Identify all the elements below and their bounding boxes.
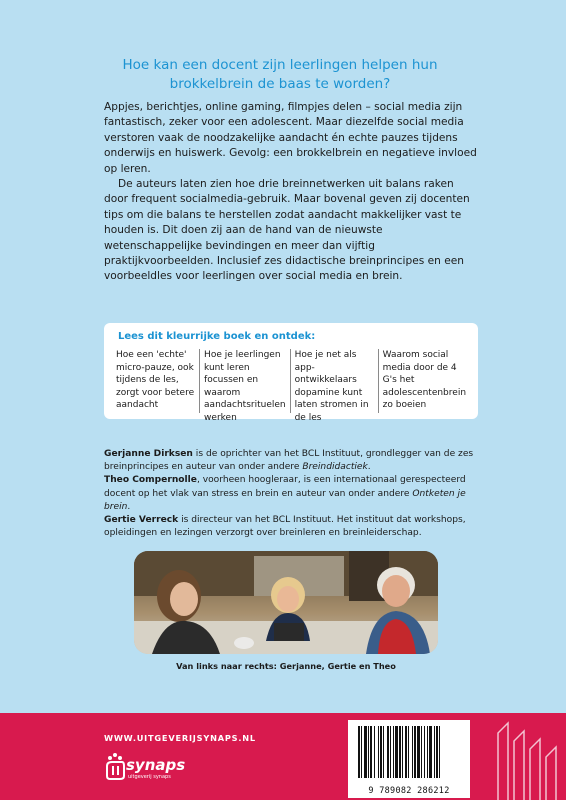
barcode-bars-icon bbox=[348, 720, 470, 784]
highlight-box-title: Lees dit kleurrijke boek en ontdek: bbox=[118, 331, 316, 342]
author-name-1: Gerjanne Dirksen bbox=[104, 449, 193, 459]
back-cover-headline: Hoe kan een docent zijn leerlingen helpen hun brokkelbrein de baas te worden? bbox=[122, 57, 438, 92]
blurb-paragraph-1: Appjes, berichtjes, online gaming, filmpjes delen – social media zijn fantastisch, zeker voor een adolescent. Maar diezelfde social media verstoren vaak de noodzakelijke aandacht én echte pauzes tijdens onderwijs en huiswerk. Gevolg: een brokkelbrein en negatieve invloed op leren. bbox=[104, 101, 477, 175]
brain-logo-icon bbox=[104, 752, 126, 782]
author-bio-end-2: . bbox=[127, 501, 131, 512]
author-photo-illustration bbox=[134, 551, 438, 654]
highlight-box bbox=[104, 323, 478, 423]
highlight-item-4: Waarom social media door de 4 G's het adolescentenbrein zo boeien bbox=[378, 349, 470, 413]
logo-text: synaps bbox=[126, 756, 186, 774]
author-work-2: Ontketen je brein bbox=[104, 488, 466, 512]
author-bio-text-3: is directeur van het BCL Instituut. Het instituut dat workshops, opleidingen en lezingen verzorgt over breinleren en breinleiderschap. bbox=[104, 515, 466, 539]
blurb-text bbox=[104, 100, 480, 285]
highlight-item-3: Hoe je net als app-ontwikkelaars dopamine kunt laten stromen in de les bbox=[290, 349, 378, 413]
logo-subtext: uitgeverij synaps bbox=[128, 774, 171, 780]
highlight-item-1: Hoe een 'echte' micro-pauze, ook tijdens de les, zorgt voor betere aandacht bbox=[116, 350, 195, 410]
author-bio-2 bbox=[104, 474, 482, 514]
author-work-1: Breindidactiek bbox=[302, 462, 368, 473]
publisher-logo bbox=[104, 752, 214, 782]
author-bio-text-2: , voorheen hoogleraar, is een internationaal gerespecteerd docent op het vlak van stress en brein en auteur van onder andere bbox=[104, 475, 466, 499]
decorative-lines-icon bbox=[478, 713, 566, 800]
isbn-number: 9 789082 286212 bbox=[368, 786, 450, 796]
photo-caption: Van links naar rechts: Gerjanne, Gertie en Theo bbox=[176, 661, 396, 671]
author-bios bbox=[104, 448, 482, 540]
author-name-2: Theo Compernolle bbox=[104, 475, 197, 486]
author-photo bbox=[134, 551, 438, 654]
author-bio-1 bbox=[104, 448, 482, 474]
blurb-paragraph-2: De auteurs laten zien hoe drie breinnetwerken uit balans raken door frequent socialmedia-gebruik. Maar bovenal geven zij docenten tips om die balans te herstellen zodat aandacht makkelijker vast te houden is. Dit doen zij aan de hand van de nieuwste wetenschappelijke bevindingen en meer dan vijftig praktijkvoorbeelden. Inclusief zes didactische breinprincipes en een voorbeeldles voor leerlingen over social media en brein. bbox=[104, 178, 470, 283]
author-bio-end-1: . bbox=[367, 462, 371, 473]
author-bio-text-1: is de oprichter van het BCL Instituut, grondlegger van de zes breinprincipes en auteur van onder andere bbox=[104, 449, 474, 473]
highlight-item-2: Hoe je leerlingen kunt leren focussen en waarom aandachtsrituelen werken bbox=[199, 349, 290, 413]
publisher-url: WWW.UITGEVERIJSYNAPS.NL bbox=[104, 733, 256, 743]
author-name-3: Gertie Verreck bbox=[104, 515, 179, 526]
isbn-barcode bbox=[348, 720, 470, 798]
highlight-box-columns bbox=[116, 349, 470, 423]
author-bio-3 bbox=[104, 514, 482, 540]
